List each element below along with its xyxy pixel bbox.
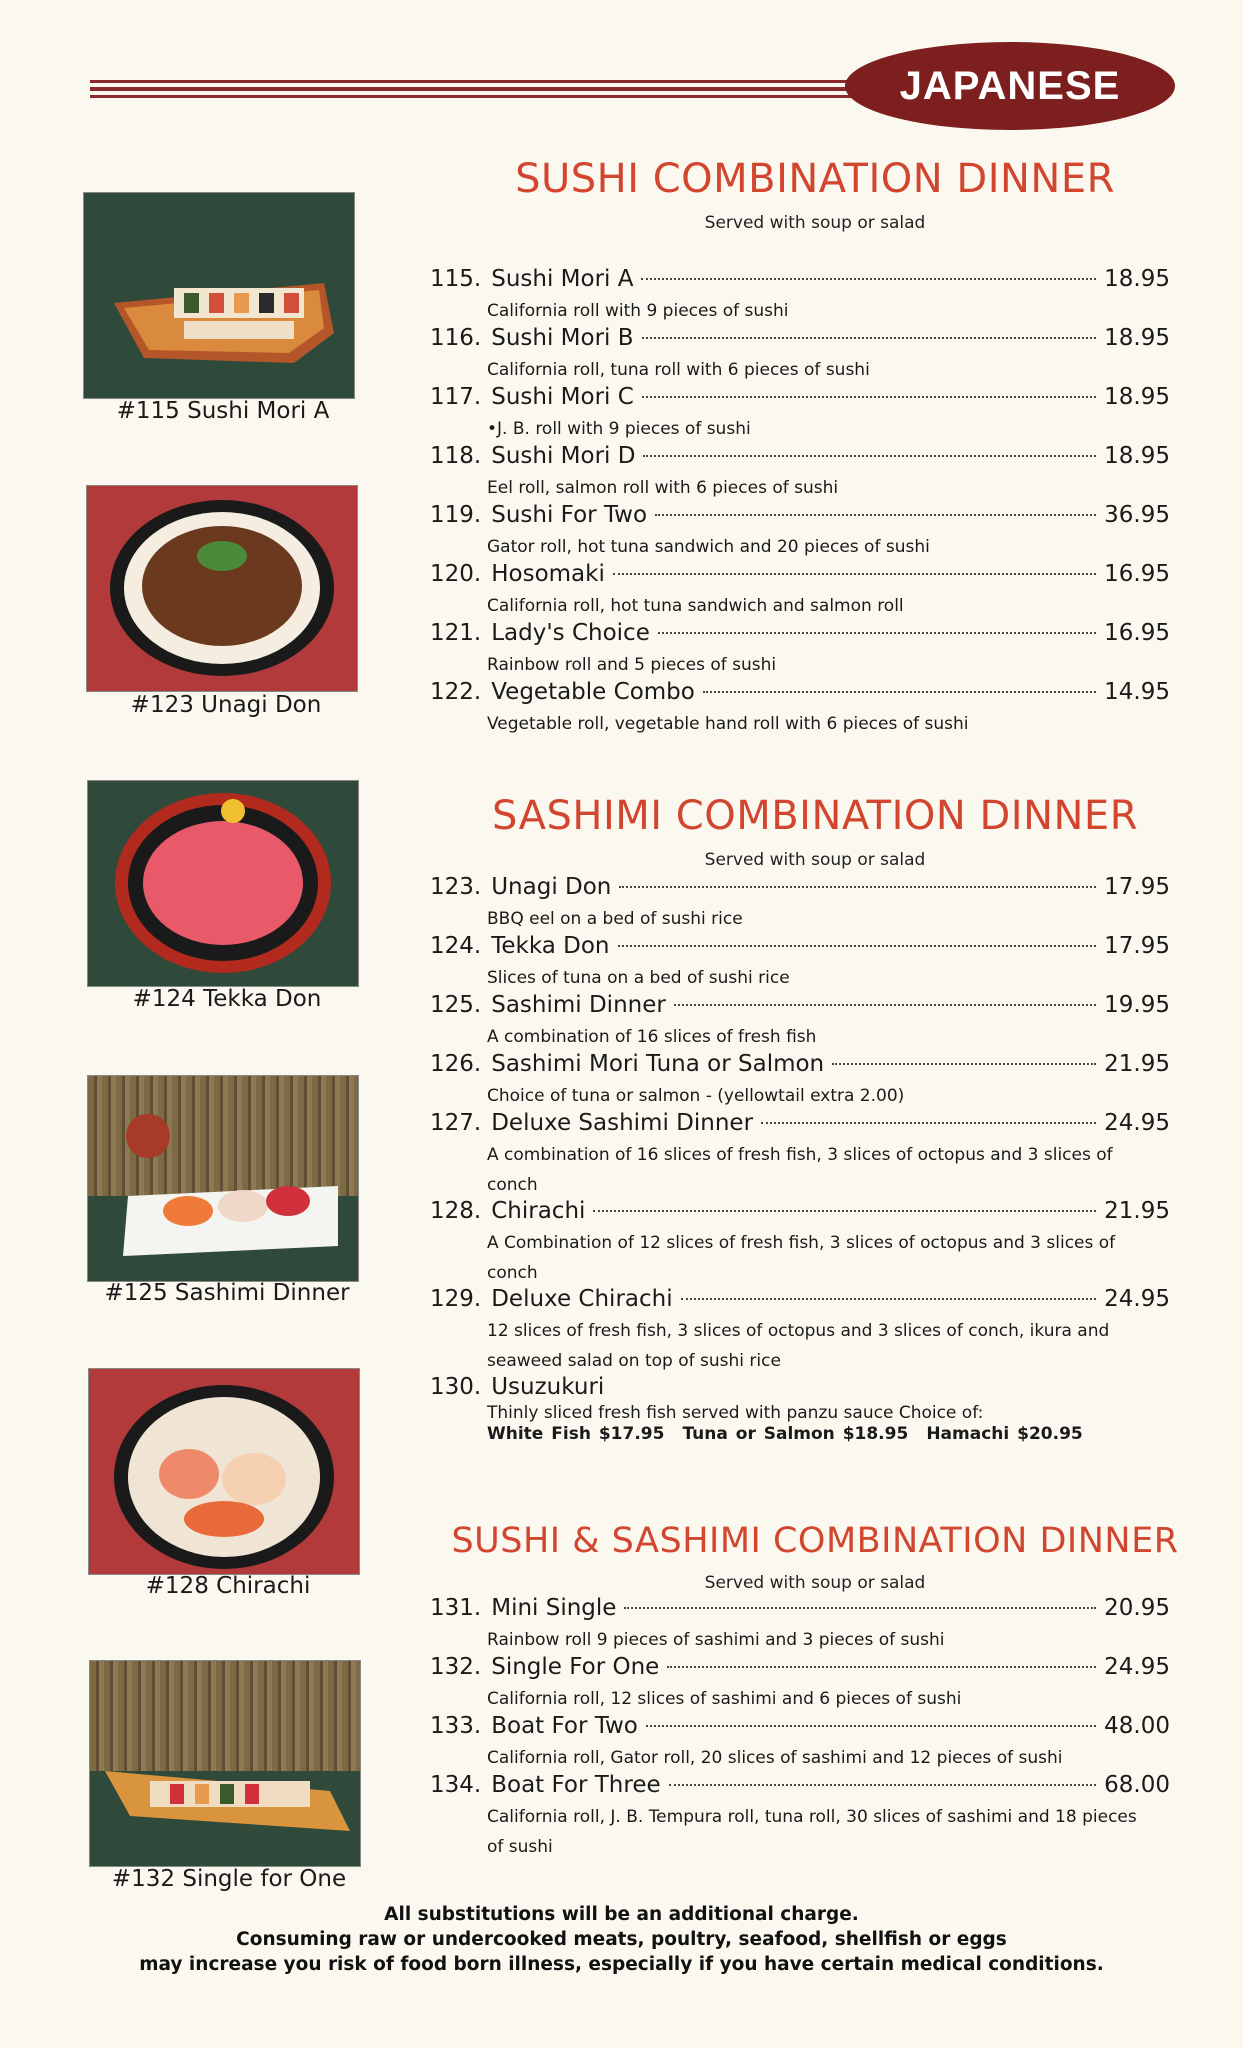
sushi-boat-icon: [90, 1661, 361, 1866]
menu-item: 127. Deluxe Sashimi Dinner 24.95 A combination of 16 slices of fresh fish, 3 slices of octopus and 3 slices of conch: [430, 1110, 1170, 1195]
footer-line: Consuming raw or undercooked meats, poultry, seafood, shellfish or eggs: [236, 1929, 1007, 1950]
menu-item: 133. Boat For Two 48.00 California roll, Gator roll, 20 slices of sashimi and 12 pieces of sushi: [430, 1713, 1170, 1768]
photo-sushi-mori-a: [83, 192, 355, 399]
menu-item: 122. Vegetable Combo 14.95 Vegetable roll, vegetable hand roll with 6 pieces of sushi: [430, 679, 1170, 734]
menu-item: 134. Boat For Three 68.00 California roll, J. B. Tempura roll, tuna roll, 30 slices of sashimi and 18 pieces of sushi: [430, 1772, 1170, 1857]
menu-item: 118. Sushi Mori D 18.95 Eel roll, salmon roll with 6 pieces of sushi: [430, 443, 1170, 498]
photo-chirachi: [88, 1368, 360, 1575]
section-subtitle: Served with soup or salad: [704, 850, 926, 870]
photo-sashimi-dinner: [87, 1075, 359, 1282]
menu-item: 121. Lady's Choice 16.95 Rainbow roll and 5 pieces of sushi: [430, 620, 1170, 675]
photo-caption: #123 Unagi Don: [130, 692, 322, 718]
photo-caption: #124 Tekka Don: [132, 986, 322, 1012]
menu-item: 124. Tekka Don 17.95 Slices of tuna on a bed of sushi rice: [430, 933, 1170, 988]
section-title: SASHIMI COMBINATION DINNER: [492, 793, 1138, 839]
menu-item: 132. Single For One 24.95 California roll, 12 slices of sashimi and 6 pieces of sushi: [430, 1654, 1170, 1709]
menu-item: 117. Sushi Mori C 18.95 •J. B. roll with 9 pieces of sushi: [430, 384, 1170, 439]
footer-line: All substitutions will be an additional charge.: [384, 1904, 859, 1925]
usuzukuri-options: White Fish $17.95 Tuna or Salmon $18.95 Hamachi $20.95: [487, 1424, 1083, 1444]
section-subtitle: Served with soup or salad: [704, 213, 926, 233]
cuisine-badge: JAPANESE: [845, 42, 1175, 130]
photo-single-for-one: [89, 1660, 361, 1867]
chirachi-bowl-icon: [89, 1369, 359, 1574]
section-title: SUSHI & SASHIMI COMBINATION DINNER: [451, 1521, 1179, 1561]
photo-caption: #115 Sushi Mori A: [116, 398, 330, 424]
footer-notice: [0, 1902, 1243, 1977]
tuna-bowl-icon: [88, 781, 358, 986]
menu-item: 123. Unagi Don 17.95 BBQ eel on a bed of sushi rice: [430, 874, 1170, 929]
sushi-boat-icon: [84, 193, 354, 398]
menu-item: 128. Chirachi 21.95 A Combination of 12 slices of fresh fish, 3 slices of octopus and 3 slices of conch: [430, 1198, 1170, 1283]
photo-tekka-don: [87, 780, 359, 987]
menu-item: 131. Mini Single 20.95 Rainbow roll 9 pieces of sashimi and 3 pieces of sushi: [430, 1595, 1170, 1650]
menu-item-usuzukuri: 130. Usuzukuri Thinly sliced fresh fish served with panzu sauce Choice of: White Fish $17.95 Tuna or Salmon $18.95 Hamachi $20.95: [430, 1374, 1170, 1444]
footer-line: may increase you risk of food born illness, especially if you have certain medical conditions.: [139, 1954, 1104, 1975]
photo-caption: #125 Sashimi Dinner: [104, 1280, 350, 1306]
menu-item: 119. Sushi For Two 36.95 Gator roll, hot tuna sandwich and 20 pieces of sushi: [430, 502, 1170, 557]
header-rules: [90, 80, 880, 102]
photo-caption: #128 Chirachi: [145, 1573, 311, 1599]
sashimi-platter-icon: [88, 1076, 358, 1281]
photo-caption: #132 Single for One: [111, 1866, 347, 1892]
menu-item: 129. Deluxe Chirachi 24.95 12 slices of fresh fish, 3 slices of octopus and 3 slices of conch, ikura and seaweed salad on top of sushi rice: [430, 1286, 1170, 1371]
section-subtitle: Served with soup or salad: [704, 1573, 926, 1593]
eel-bowl-icon: [87, 486, 357, 691]
menu-item: 125. Sashimi Dinner 19.95 A combination of 16 slices of fresh fish: [430, 992, 1170, 1047]
menu-item: 115. Sushi Mori A 18.95 California roll with 9 pieces of sushi: [430, 266, 1170, 321]
section-title: SUSHI COMBINATION DINNER: [515, 156, 1115, 202]
menu-item: 116. Sushi Mori B 18.95 California roll, tuna roll with 6 pieces of sushi: [430, 325, 1170, 380]
menu-item: 120. Hosomaki 16.95 California roll, hot tuna sandwich and salmon roll: [430, 561, 1170, 616]
menu-item: 126. Sashimi Mori Tuna or Salmon 21.95 Choice of tuna or salmon - (yellowtail extra 2.00): [430, 1051, 1170, 1106]
photo-unagi-don: [86, 485, 358, 692]
